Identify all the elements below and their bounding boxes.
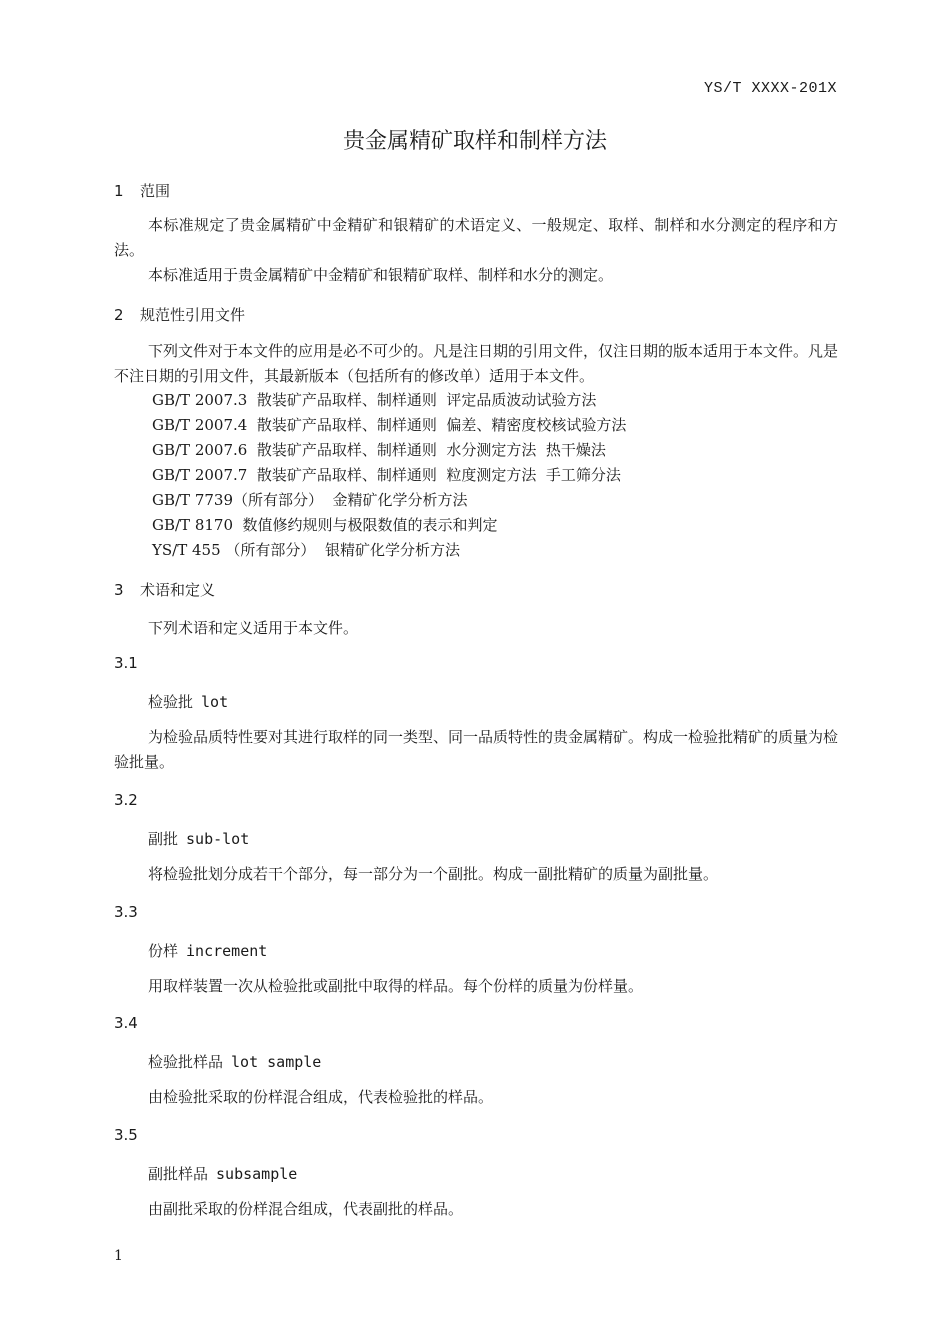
term-cn: 检验批 (148, 693, 194, 711)
reference-item: GB/T 7739（所有部分） 金精矿化学分析方法 (152, 491, 468, 509)
term-heading (148, 1163, 297, 1184)
section-3-heading (114, 579, 215, 600)
term-number: 3.2 (114, 791, 138, 809)
term-heading (148, 1051, 321, 1072)
section-2-heading (114, 304, 245, 325)
document-title: 贵金属精矿取样和制样方法 (342, 129, 607, 154)
term-en: lot (201, 693, 229, 711)
reference-item: GB/T 2007.7 散装矿产品取样、制样通则 粒度测定方法 手工筛分法 (152, 466, 621, 484)
section-title: 规范性引用文件 (140, 306, 246, 324)
term-en: lot sample (231, 1053, 322, 1071)
term-heading (148, 691, 228, 712)
term-definition: 用取样装置一次从检验批或副批中取得的样品。每个份样的质量为份样量。 (148, 977, 644, 995)
term-definition: 为检验品质特性要对其进行取样的同一类型、同一品质特性的贵金属精矿。构成一检验批精矿的质量为检验批量。 (114, 728, 839, 771)
term-definition: 由副批采取的份样混合组成，代表副批的样品。 (148, 1200, 464, 1218)
normative-intro: 下列文件对于本文件的应用是必不可少的。凡是注日期的引用文件，仅注日期的版本适用于本文件。凡是不注日期的引用文件，其最新版本（包括所有的修改单）适用于本文件。 (114, 342, 839, 385)
reference-item: GB/T 8170 数值修约规则与极限数值的表示和判定 (152, 516, 498, 534)
term-en: subsample (216, 1165, 298, 1183)
reference-item: GB/T 2007.6 散装矿产品取样、制样通则 水分测定方法 热干燥法 (152, 441, 606, 459)
section-number: 1 (114, 182, 124, 200)
section-number: 2 (114, 306, 124, 324)
term-number: 3.1 (114, 654, 138, 672)
term-cn: 副批 (148, 830, 179, 848)
term-en: increment (186, 942, 268, 960)
reference-item: GB/T 2007.3 散装矿产品取样、制样通则 评定品质波动试验方法 (152, 391, 597, 409)
term-number: 3.3 (114, 903, 138, 921)
reference-item: YS/T 455 （所有部分） 银精矿化学分析方法 (152, 541, 460, 559)
term-en: sub-lot (186, 830, 250, 848)
terms-intro: 下列术语和定义适用于本文件。 (148, 619, 359, 637)
section-title: 术语和定义 (140, 581, 216, 599)
term-cn: 副批样品 (148, 1165, 209, 1183)
term-heading (148, 828, 249, 849)
term-heading (148, 940, 267, 961)
term-definition: 将检验批划分成若干个部分，每一部分为一个副批。构成一副批精矿的质量为副批量。 (148, 865, 719, 883)
term-cn: 份样 (148, 942, 179, 960)
reference-item: GB/T 2007.4 散装矿产品取样、制样通则 偏差、精密度校核试验方法 (152, 416, 627, 434)
scope-paragraph-2: 本标准适用于贵金属精矿中金精矿和银精矿取样、制样和水分的测定。 (148, 266, 614, 284)
section-1-heading (114, 180, 170, 201)
term-number: 3.4 (114, 1014, 138, 1032)
term-number: 3.5 (114, 1126, 138, 1144)
term-definition: 由检验批采取的份样混合组成，代表检验批的样品。 (148, 1088, 494, 1106)
scope-paragraph-1: 本标准规定了贵金属精矿中金精矿和银精矿的术语定义、一般规定、取样、制样和水分测定的程序和方法。 (114, 216, 838, 259)
page-number: 1 (114, 1248, 123, 1264)
section-number: 3 (114, 581, 124, 599)
standard-code: YS/T XXXX-201X (703, 80, 837, 97)
section-title: 范围 (140, 182, 171, 200)
term-cn: 检验批样品 (148, 1053, 224, 1071)
